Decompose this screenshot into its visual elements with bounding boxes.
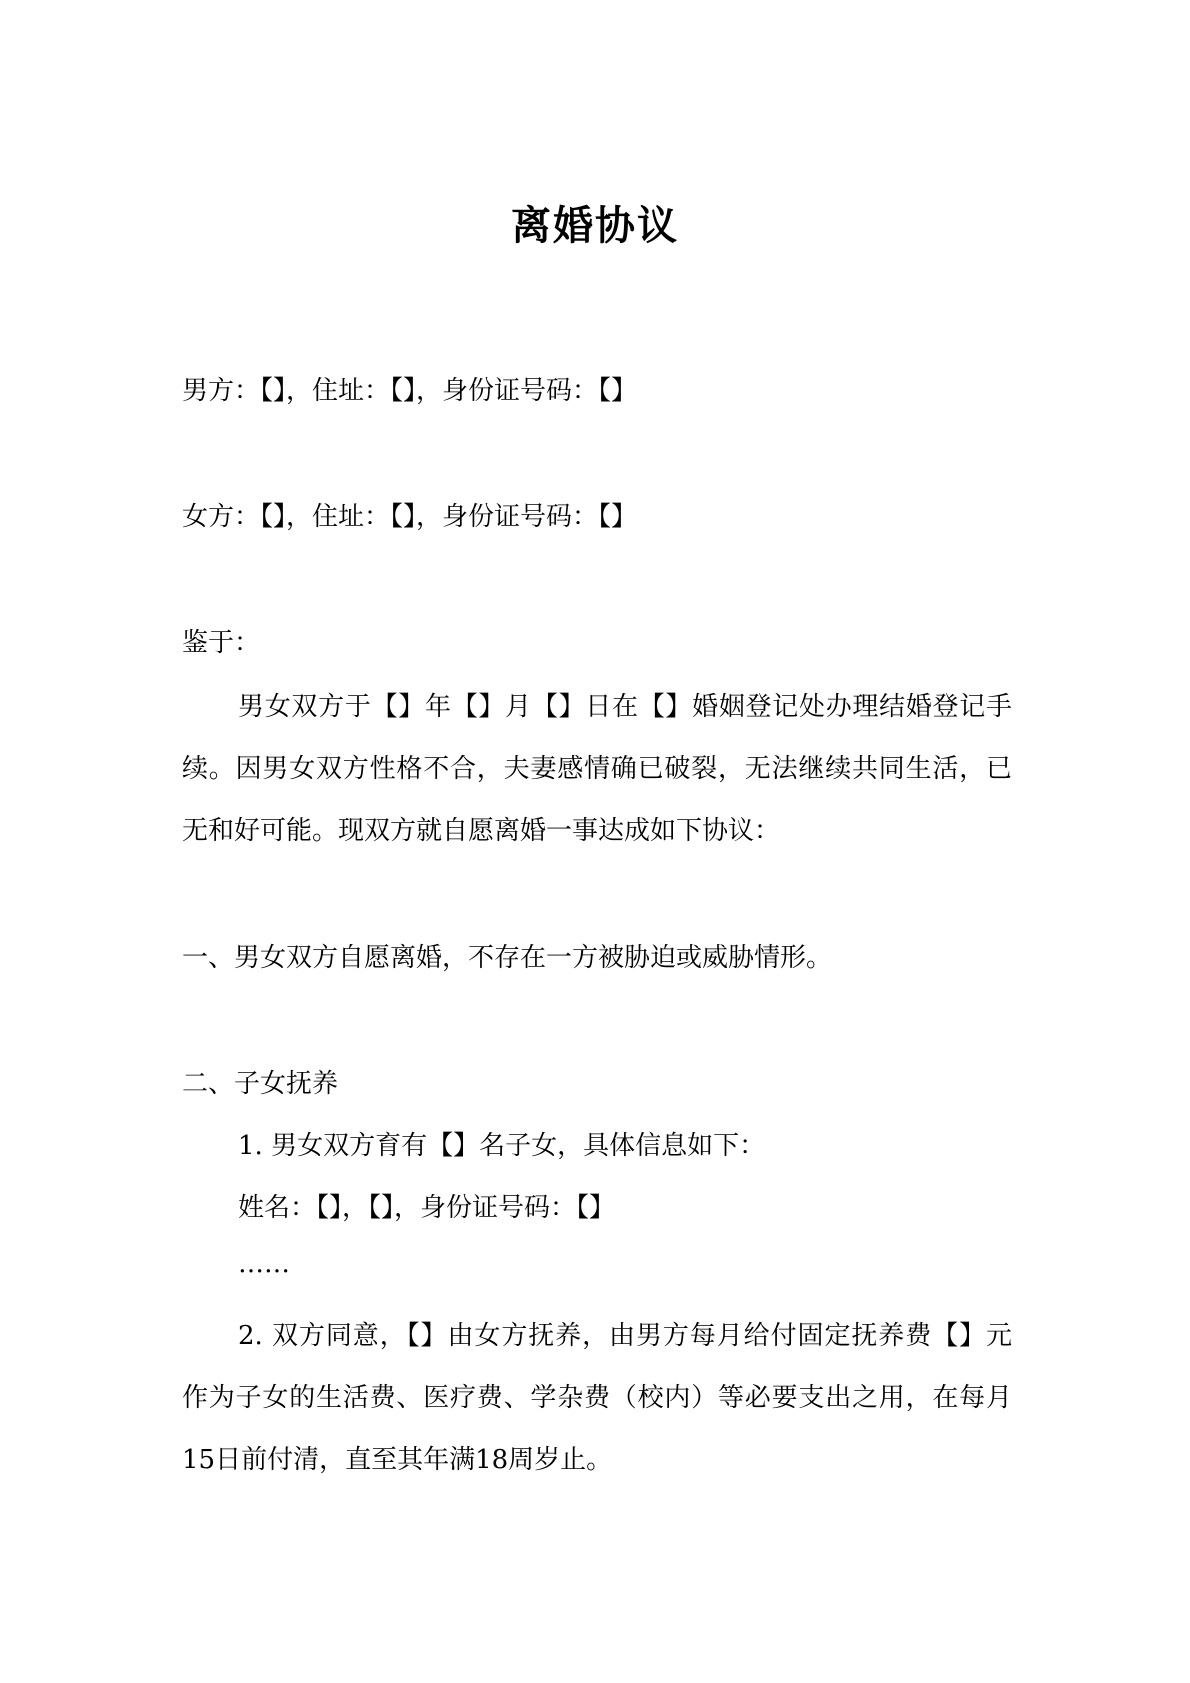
male-party-line: 男方：【】，住址：【】，身份证号码：【】 [182,376,638,406]
ellipsis: …… [238,1249,290,1279]
female-party-line: 女方：【】，住址：【】，身份证号码：【】 [182,502,638,532]
whereas-label: 鉴于： [182,628,261,658]
clause-2-heading: 二、子女抚养 [182,1069,339,1099]
whereas-paragraph: 男女双方于【】年【】月【】日在【】婚姻登记处办理结婚登记手续。因男女双方性格不合，夫妻感情确已破裂，无法继续共同生活，已无和好可能。现双方就自愿离婚一事达成如下协议： [182,692,1012,846]
document-title: 离婚协议 [511,202,679,249]
clause-2-item-2: 2. 双方同意，【】由女方抚养，由男方每月给付固定抚养费【】元作为子女的生活费、医疗费、学杂费（校内）等必要支出之用，在每月15日前付清，直至其年满18周岁止。 [182,1321,1012,1475]
clause-1: 一、男女双方自愿离婚，不存在一方被胁迫或威胁情形。 [182,943,833,973]
child-info-line: 姓名：【】，【】，身份证号码：【】 [238,1193,616,1223]
clause-2-item-1: 1. 男女双方育有【】名子女，具体信息如下： [238,1131,766,1161]
